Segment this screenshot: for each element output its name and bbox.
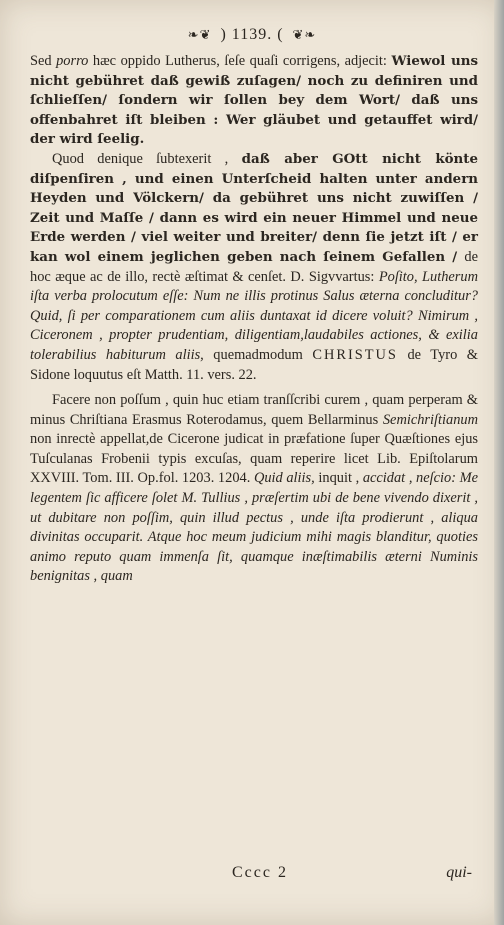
text-run: de Tyro & Sidone loquutus eſt Matth. 11. vers. 22. [30, 346, 478, 383]
smallcaps-run: CHRISTUS [312, 346, 398, 363]
body-text [30, 52, 478, 587]
italic-run: Semichriſtianum [382, 411, 478, 428]
blackletter-run: daß aber GOtt nicht könte diſpenſiren , und einen Unterſcheid halten unter andern Heyden und Völckern/ da gebühret uns nicht zuwiſſen / Zeit und Maſſe / dann es wird ein neuer Himmel und neue Erde werden / viel weiter und breiter/ denn ſie jetzt iſt / er kan wol einem jeglichen geben nach ſeinem Gefallen / [30, 150, 479, 265]
text-run: Quod denique ſubtexerit , [52, 150, 242, 167]
page-edge-shadow [494, 0, 504, 925]
text-run: quemadmodum [213, 346, 313, 363]
page-number: ) 1139. ( [220, 26, 284, 43]
text-run: Sed [30, 53, 57, 69]
blackletter-run: Wiewol uns nicht gebühret daß gewiß zuſagen/ noch zu definiren und ſchlieſſen/ ſondern wir ſollen bey dem Wort/ daß uns offenbahret iſt bleiben : Wer gläubet und getauffet wird/ der wird ſeelig. [30, 53, 478, 148]
text-run: inquit , [314, 470, 363, 487]
ornament-right-icon: ❦❧ [292, 27, 317, 42]
catchword: qui- [446, 864, 472, 881]
text-run: de hoc æque ac de illo, rectè æſtimat & cenſet. D. Sigvvartus: [30, 248, 478, 285]
text-run: non inrectè appellat,de Cicerone judicat in præfatione ſuper Quæſtiones ejus Tuſculanas Frobenii typis excuſas, quam reperire licet Lib. Epiſtolarum XXVIII. Tom. III. Op.fol. 1203. 1204. [30, 431, 478, 487]
paragraph [30, 391, 478, 587]
italic-run: Poſito, Lutherum iſta verba prolocutum eſſe: Num ne illis protinus Salus æterna concluditur? Quid, ſi per comparationem cum aliis duntaxat id dicere voluit? Nimirum , Ciceronem , propter prudentiam, diligentiam,laudabiles actiones, & exilia tolerabilius habiturum aliis, [30, 268, 478, 363]
text-run: hæc oppido Lutherus, ſeſe quaſi corrigens, adjecit: [88, 53, 392, 69]
italic-run: porro [56, 53, 89, 69]
paragraph [30, 150, 478, 385]
italic-run: accidat , neſcio: Me legentem ſic afficere ſolet M. Tullius , præſertim ubi de bene vivendo dixerit , ut dubitare non poſſim, quin illud pectus , unde iſta prodierunt , aliqua divinitas occuparit. Atque hoc meum judicium mihi magis blanditur, quoties animo reputo quam immenſa ſit, quamque inæſtimabilis æterni Numinis benignitas , quam [30, 470, 478, 585]
text-run: Facere non poſſum , quin huc etiam tranſſcribi curem , quam perperam & minus Chriſtiana Erasmus Roterodamus, quem Bellarminus [30, 392, 478, 428]
ornament-left-icon: ❧❦ [187, 27, 212, 42]
paragraph [30, 52, 478, 150]
italic-run: Quid aliis, [253, 470, 315, 487]
running-header [0, 26, 504, 44]
signature-mark: Cccc 2 [232, 864, 288, 881]
